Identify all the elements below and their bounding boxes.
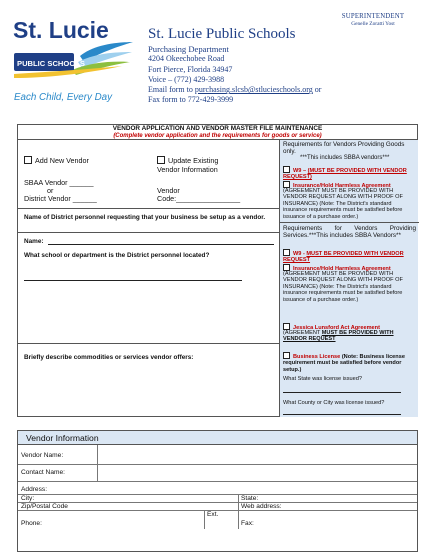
vendor-information-heading: Vendor Information [18, 431, 417, 445]
logo-public-schools: PUBLIC SCHOOLS [17, 59, 85, 68]
goods-w9-option[interactable] [283, 166, 416, 181]
st-lucie-public-schools-logo [12, 12, 134, 108]
services-w9-checkbox[interactable] [283, 249, 290, 256]
add-new-vendor-option[interactable] [24, 156, 89, 165]
services-insurance-title: Insurance/Hold Harmless Agreement [293, 266, 391, 272]
zip-label: Zip/Postal Code [21, 503, 68, 510]
fax-label: Fax: [241, 520, 254, 527]
lunsford-text [283, 330, 416, 343]
email-prefix: Email form to [148, 85, 195, 95]
fax-line: Fax form to 772-429-3999 [148, 95, 234, 105]
table-column-divider [97, 445, 98, 481]
license-state-question: What State was license issued? [283, 376, 362, 382]
name-label: Name: [24, 238, 44, 245]
superintendent-title: SUPERINTENDENT [341, 13, 405, 20]
goods-w9-requirement: (MUST BE PROVIDED WITH VENDOR REQUEST) [283, 168, 407, 181]
business-license-title: Business License [293, 354, 341, 360]
state-label: State: [241, 495, 259, 502]
services-w9-label: W9 - [293, 251, 307, 257]
license-state-input-line[interactable] [283, 392, 401, 393]
sbaa-vendor-field[interactable]: SBAA Vendor ______ [24, 178, 94, 187]
vendor-application-form [17, 124, 418, 417]
form-title: VENDOR APPLICATION AND VENDOR MASTER FILE MAINTENANCE [112, 125, 323, 132]
lunsford-checkbox[interactable] [283, 323, 290, 330]
district-vendor-field[interactable]: District Vendor ______ [24, 194, 97, 203]
license-county-input-line[interactable] [283, 414, 401, 415]
update-existing-checkbox[interactable] [157, 156, 165, 164]
goods-insurance-title: Insurance/Hold Harmless Agreement [293, 183, 391, 189]
lunsford-text-a: (AGREEMENT [283, 330, 322, 336]
phone-label: Phone: [21, 520, 42, 527]
table-column-divider [204, 510, 205, 529]
logo-name: St. Lucie [13, 17, 109, 43]
vendor-code-field[interactable]: Code:________________ [157, 194, 241, 203]
table-row-divider [18, 494, 417, 495]
divider [18, 232, 279, 233]
superintendent-name: Genelle Zoratti Yost [351, 21, 395, 27]
license-county-question: What County or City was license issued? [283, 400, 385, 406]
goods-heading: Requirements for Vendors Providing Goods only. [283, 141, 405, 155]
update-existing-label-2: Vendor Information [157, 165, 218, 174]
email-link[interactable]: purchasing.slcsb@stlucieschools.org [194, 85, 313, 95]
divider [18, 208, 279, 209]
requirements-panel [279, 140, 418, 417]
update-existing-label: Update Existing [168, 156, 219, 165]
email-line [148, 85, 321, 95]
street-address: 4204 Okeechobee Road [148, 54, 225, 64]
add-new-vendor-label: Add New Vendor [35, 156, 89, 165]
address-label: Address: [21, 486, 48, 493]
update-existing-option[interactable] [157, 156, 218, 165]
goods-insurance-text: (AGREEMENT MUST BE PROVIDED WITH VENDOR REQUEST ALONG WITH PROOF OF INSURANCE) (Note: The District's standard insurance requirements must be satisfied before issuance of a purchase order.) [283, 188, 403, 220]
contact-name-label: Contact Name: [21, 469, 65, 476]
vendor-name-label: Vendor Name: [21, 452, 64, 459]
lunsford-title: Jessica Lunsford Act Agreement [293, 325, 380, 331]
business-license-checkbox[interactable] [283, 352, 290, 359]
goods-sbba-note: ***This includes SBBA vendors*** [300, 155, 390, 161]
table-row-divider [18, 464, 417, 465]
lunsford-text-b: MUST BE PROVIDED WITH VENDOR REQUEST [283, 330, 394, 343]
business-license-option[interactable] [283, 352, 416, 373]
services-insurance-text: (AGREEMENT MUST BE PROVIDED WITH VENDOR REQUEST ALONG WITH PROOF OF INSURANCE) (Note: The District's standard insurance requirements must be satisfied before issuance of a purchase order.) [283, 271, 403, 303]
or-label: or [47, 186, 54, 195]
email-suffix: or [312, 85, 322, 95]
table-row-divider [18, 502, 417, 503]
vendor-information-table [17, 430, 418, 552]
logo-tagline: Each Child, Every Day [14, 92, 113, 103]
services-heading: Requirements for Vendors Providing Services.***This includes SBBA Vendors** [283, 225, 416, 239]
personnel-question: Name of District personnel requesting that your business be setup as a vendor. [24, 214, 266, 221]
goods-w9-checkbox[interactable] [283, 166, 290, 173]
goods-w9-label: W9 – [293, 168, 308, 174]
services-w9-requirement: MUST BE PROVIDED WITH VENDOR REQUEST [283, 251, 404, 264]
city-label: City: [21, 495, 35, 502]
divider [280, 222, 419, 223]
ext-label: Ext. [207, 511, 219, 518]
superintendent-block [330, 13, 416, 27]
school-input-line[interactable] [24, 280, 242, 281]
name-input-line[interactable] [48, 244, 274, 245]
services-w9-option[interactable] [283, 249, 416, 264]
business-license-text: (Note: Business license requirement must be satisfied before vendor setup.) [283, 354, 405, 373]
table-column-divider [238, 494, 239, 529]
page-title: St. Lucie Public Schools [148, 26, 296, 42]
school-question: What school or department is the District personnel located? [24, 252, 210, 259]
table-row-divider [18, 481, 417, 482]
voice-number: Voice – (772) 429-3988 [148, 74, 225, 84]
city-state-zip: Fort Pierce, Florida 34947 [148, 64, 233, 74]
form-subtitle: (Complete vendor application and the requirements for goods or service) [18, 132, 417, 140]
divider [18, 343, 279, 344]
commodities-question: Briefly describe commodities or services vendor offers: [24, 354, 194, 361]
vendor-code-label: Vendor [157, 186, 180, 195]
goods-insurance-checkbox[interactable] [283, 181, 290, 188]
services-insurance-checkbox[interactable] [283, 264, 290, 271]
department-name: Purchasing Department [148, 44, 229, 54]
address-block [148, 44, 321, 106]
web-address-label: Web address: [241, 503, 282, 510]
add-new-vendor-checkbox[interactable] [24, 156, 32, 164]
